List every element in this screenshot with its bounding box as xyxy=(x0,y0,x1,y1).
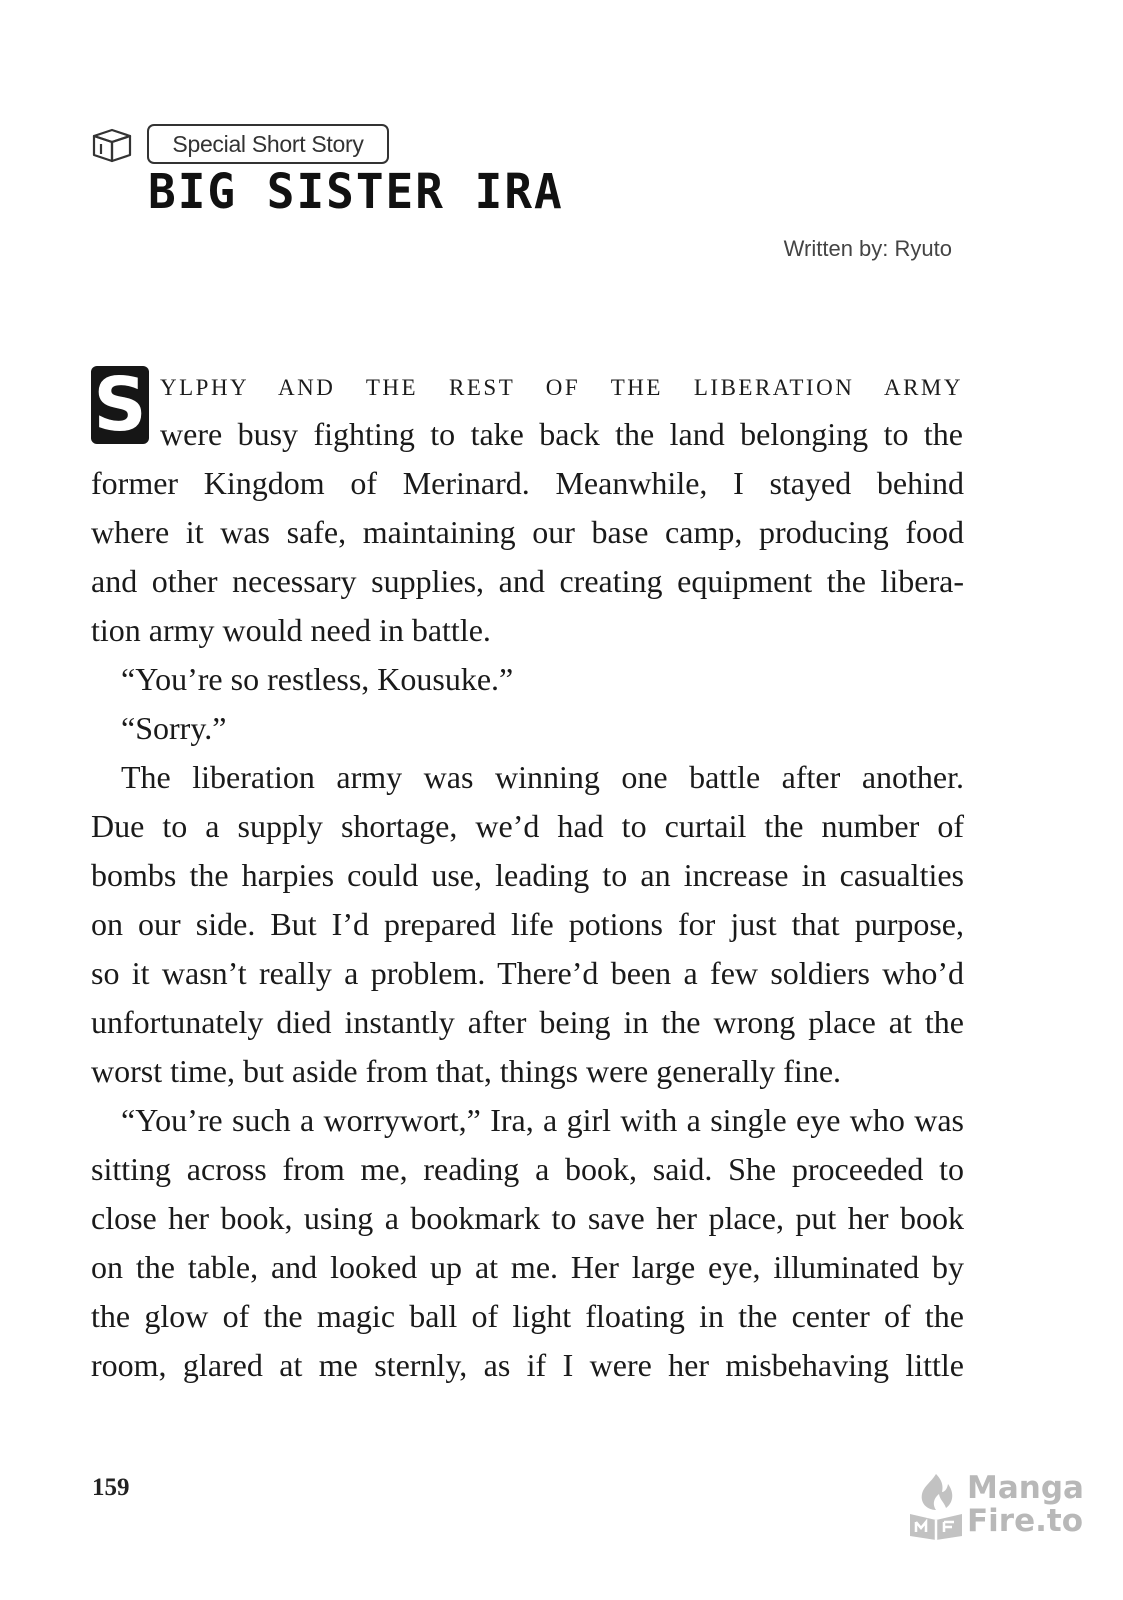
watermark-line-1: Manga xyxy=(967,1470,1084,1506)
page-number: 159 xyxy=(92,1474,130,1501)
body-line: on our side. But I’d prepared life potions for just that purpose, xyxy=(91,906,964,942)
body-line: tion army would need in battle. xyxy=(91,612,491,648)
watermark-text xyxy=(967,1472,1084,1538)
paragraph-1-line-1-block xyxy=(160,410,963,459)
body-line: “You’re so restless, Kousuke.” xyxy=(121,661,514,697)
body-line: were busy fighting to take back the land belonging to the xyxy=(160,416,963,452)
body-line: the glow of the magic ball of light floating in the center of the xyxy=(91,1298,964,1334)
drop-cap: S xyxy=(91,366,149,444)
body-line: Due to a supply shortage, we’d had to curtail the number of xyxy=(91,808,964,844)
body-line: The liberation army was winning one battle after another. xyxy=(121,759,964,795)
body-line: “You’re such a worrywort,” Ira, a girl with a single eye who was xyxy=(121,1102,964,1138)
body-line: worst time, but aside from that, things were generally fine. xyxy=(91,1053,842,1089)
body-line: close her book, using a bookmark to save her place, put her book xyxy=(91,1200,964,1236)
body-text xyxy=(91,459,964,1390)
body-line: where it was safe, maintaining our base camp, producing food xyxy=(91,514,964,550)
body-line: sitting across from me, reading a book, said. She proceeded to xyxy=(91,1151,964,1187)
body-line: room, glared at me sternly, as if I were her misbehaving little xyxy=(91,1347,964,1383)
body-line: former Kingdom of Merinard. Meanwhile, I stayed behind xyxy=(91,465,964,501)
body-line: unfortunately died instantly after being in the wrong place at the xyxy=(91,1004,964,1040)
body-line: on the table, and looked up at me. Her large eye, illuminated by xyxy=(91,1249,964,1285)
story-title: BIG SISTER IRA xyxy=(148,162,564,220)
author-credit: Written by: Ryuto xyxy=(783,236,952,261)
section-label: Special Short Story xyxy=(147,124,389,164)
open-box-icon xyxy=(90,124,134,164)
body-line: and other necessary supplies, and creating equipment the libera- xyxy=(91,563,964,599)
body-line: “Sorry.” xyxy=(121,710,227,746)
body-line: so it wasn’t really a problem. There’d been a few soldiers who’d xyxy=(91,955,964,991)
opening-smallcaps: YLPHY AND THE REST OF THE LIBERATION ARMY xyxy=(160,375,963,400)
body-line: bombs the harpies could use, leading to an increase in casualties xyxy=(91,857,964,893)
watermark-line-2: Fire.to xyxy=(967,1503,1084,1539)
